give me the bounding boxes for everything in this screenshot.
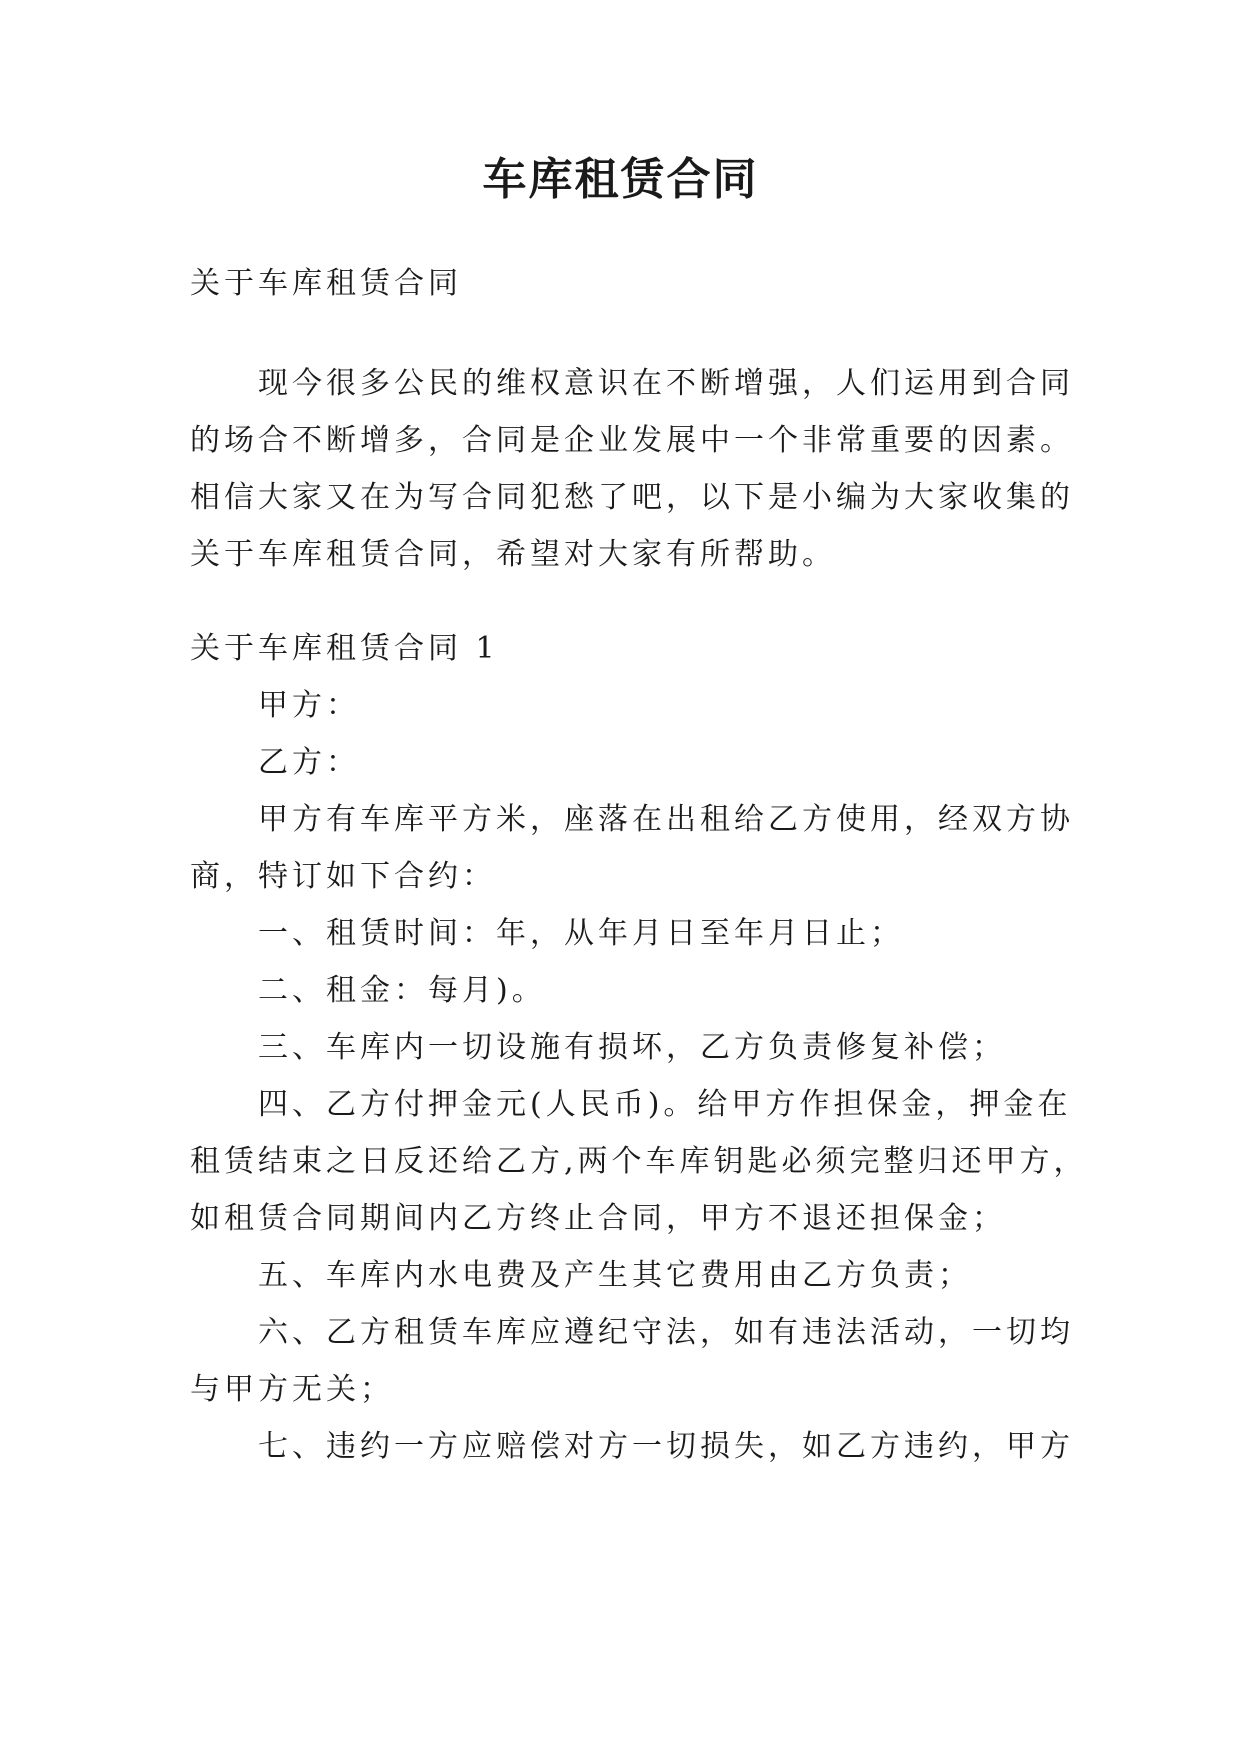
clause-line: 三、车库内一切设施有损坏，乙方负责修复补偿； bbox=[258, 1030, 1006, 1065]
party-a-label: 甲方： bbox=[258, 688, 360, 723]
intro-line: 关于车库租赁合同，希望对大家有所帮助。 bbox=[190, 537, 836, 572]
intro-line: 相信大家又在为写合同犯愁了吧，以下是小编为大家收集的 bbox=[190, 480, 1074, 515]
clause-line: 六、乙方租赁车库应遵纪守法，如有违法活动，一切均 bbox=[258, 1315, 1074, 1350]
intro-line: 的场合不断增多，合同是企业发展中一个非常重要的因素。 bbox=[190, 423, 1074, 458]
intro-line: 现今很多公民的维权意识在不断增强，人们运用到合同 bbox=[258, 366, 1074, 401]
document-subtitle: 关于车库租赁合同 bbox=[190, 266, 462, 301]
party-b-label: 乙方： bbox=[258, 745, 360, 780]
clause-line: 如租赁合同期间内乙方终止合同，甲方不退还担保金； bbox=[190, 1201, 1006, 1236]
clause-line: 二、租金：每月)。 bbox=[258, 973, 546, 1008]
clause-line: 与甲方无关； bbox=[190, 1372, 394, 1407]
clause-line: 四、乙方付押金元(人民币)。给甲方作担保金，押金在 bbox=[258, 1087, 1072, 1122]
clause-line: 七、违约一方应赔偿对方一切损失，如乙方违约，甲方 bbox=[258, 1429, 1074, 1464]
clause-line: 租赁结束之日反还给乙方,两个车库钥匙必须完整归还甲方， bbox=[190, 1144, 1088, 1179]
clause-line: 一、租赁时间：年，从年月日至年月日止； bbox=[258, 916, 904, 951]
document-title: 车库租赁合同 bbox=[482, 154, 759, 205]
clause-line: 五、车库内水电费及产生其它费用由乙方负责； bbox=[258, 1258, 972, 1293]
section-heading: 关于车库租赁合同 1 bbox=[190, 631, 499, 666]
clause-line: 甲方有车库平方米，座落在出租给乙方使用，经双方协 bbox=[258, 802, 1074, 837]
clause-line: 商，特订如下合约： bbox=[190, 859, 496, 894]
